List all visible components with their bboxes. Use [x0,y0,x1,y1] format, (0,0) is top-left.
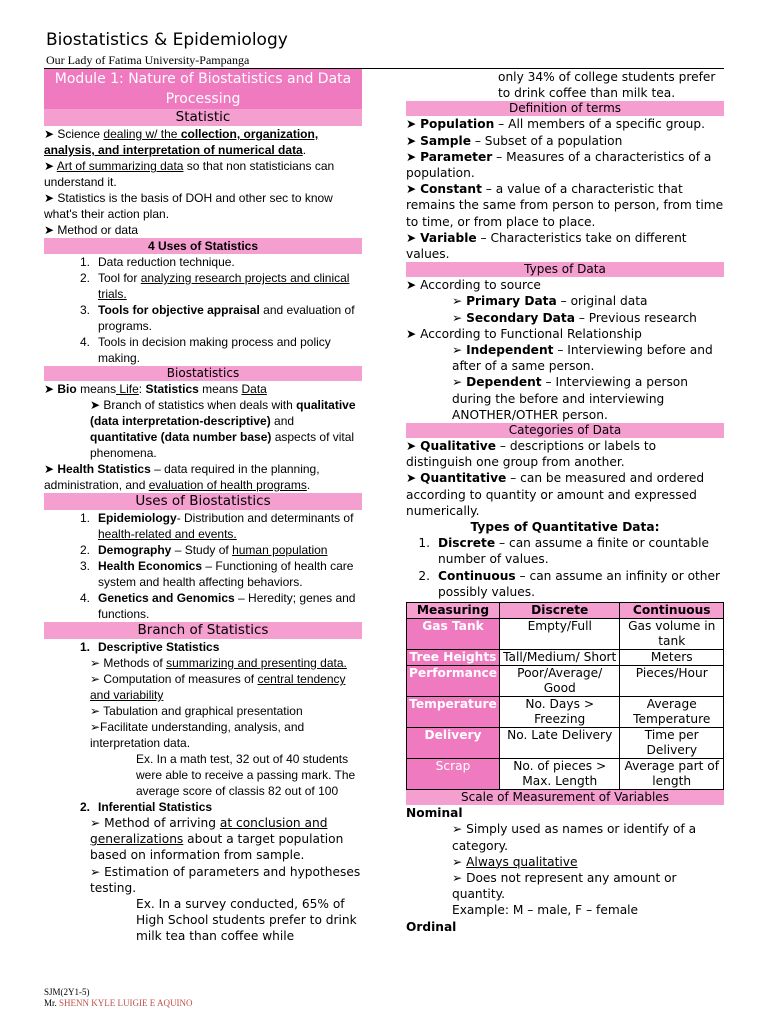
table-cell: Time per Delivery [620,728,724,759]
cat-quantitative: ➤ Quantitative – can be measured and ordered according to quantity or amount and expressed numerically. [406,471,705,518]
table-row [407,697,724,728]
table-cell: Average part of length [620,759,724,790]
measurement-table [406,602,724,790]
list-item: 4. Genetics and Genomics – Heredity; genes and functions. [79,591,356,621]
row-label: Performance [407,666,500,697]
type-independent: ➢ Independent – Interviewing before and after of a same person. [452,343,713,374]
list-item: 2. Inferential Statistics [79,800,213,814]
inferential-example-continued: only 34% of college students prefer to drink coffee than milk tea. [498,70,716,101]
table-cell: Pieces/Hour [620,666,724,697]
scale-nominal: Nominal [406,806,463,821]
section-heading-biostatistics: Biostatistics [44,366,362,381]
list-item: 1. Data reduction technique. [79,255,235,269]
table-row [407,728,724,759]
table-cell: Empty/Full [500,619,620,650]
section-heading-categories: Categories of Data [406,423,724,438]
section-heading-definitions: Definition of terms [406,101,724,116]
nominal-point: ➢ Simply used as names or identify of a category. [452,822,697,853]
nominal-point: ➢ Always qualitative [452,854,578,869]
row-label: Temperature [407,697,500,728]
scale-ordinal: Ordinal [406,919,457,934]
statistic-definition: ➤ Science dealing w/ the collection, organization, analysis, and interpretation of numerical data. [44,127,319,157]
document-title: Biostatistics & Epidemiology [46,30,288,50]
section-heading-types: Types of Data [406,262,724,277]
section-heading-uses: 4 Uses of Statistics [44,238,362,254]
descriptive-point: ➢ Tabulation and graphical presentation [90,704,303,718]
module-title: Module 1: Nature of Biostatistics and Data Processing [44,69,362,109]
statistic-art: ➤ Art of summarizing data so that non statisticians can understand it. [44,159,335,189]
table-cell: No. Days > Freezing [500,697,620,728]
left-column [44,69,362,945]
list-item: 1. Descriptive Statistics [79,640,220,654]
table-header-row [407,603,724,619]
list-item: 2. Tool for analyzing research projects and clinical trials. [79,271,350,301]
section-heading-branch: Branch of Statistics [44,622,362,639]
def-variable: ➤ Variable – Characteristics take on different values. [406,230,687,262]
section-heading-statistic: Statistic [44,109,362,126]
inferential-point: ➢ Method of arriving at conclusion and generalizations about a target population based on information from sample. [90,816,344,863]
footer-author: Mr. SHENN KYLE LUIGIE E AQUINO [44,998,193,1008]
table-row [407,650,724,666]
list-item: 1. Discrete – can assume a finite or countable number of values. [418,536,709,567]
descriptive-point: ➢Facilitate understanding, analysis, and interpretation data. [90,720,305,750]
list-item: 4. Tools in decision making process and policy making. [79,335,331,365]
list-item: 1. Epidemiology- Distribution and determinants of health-related and events. [79,511,354,541]
statistic-doh: ➤ Statistics is the basis of DOH and other sec to know what's their action plan. [44,191,333,221]
row-label: Gas Tank [407,619,500,650]
cat-qualitative: ➤ Qualitative – descriptions or labels to distinguish one group from another. [406,439,657,470]
bio-definition: ➤ Bio means Life: Statistics means Data [44,382,267,396]
table-cell: No. Late Delivery [500,728,620,759]
descriptive-point: ➢ Computation of measures of central tendency and variability [90,672,346,702]
def-parameter: ➤ Parameter – Measures of a characteristics of a population. [406,149,712,181]
nominal-example: Example: M – male, F – female [452,903,639,918]
table-cell: No. of pieces > Max. Length [500,759,620,790]
list-item: 3. Tools for objective appraisal and evaluation of programs. [79,303,355,333]
table-cell: Average Temperature [620,697,724,728]
table-cell: Poor/Average/ Good [500,666,620,697]
def-population: ➤ Population – All members of a specific group. [406,117,705,132]
right-column [406,69,724,935]
statistic-method: ➤ Method or data [44,223,139,237]
table-header: Measuring [407,603,500,619]
row-label: Tree Heights [407,650,500,666]
descriptive-example: Ex. In a math test, 32 out of 40 students were able to receive a passing mark. The average score of classis 82 out of 100 [136,752,356,798]
type-dependent: ➢ Dependent – Interviewing a person during the before and interviewing ANOTHER/OTHER person. [452,375,688,422]
row-label: Delivery [407,728,500,759]
list-item: 2. Continuous – can assume an infinity or other possibly values. [418,568,721,599]
descriptive-point: ➢ Methods of summarizing and presenting data. [90,656,347,670]
def-sample: ➤ Sample – Subset of a population [406,133,623,148]
types-source: ➤ According to source [406,278,541,293]
health-statistics: ➤ Health Statistics – data required in the planning, administration, and evaluation of health programs. [44,462,320,492]
quantitative-types-heading: Types of Quantitative Data: [470,520,660,535]
def-constant: ➤ Constant – a value of a characteristic that remains the same from person to person, from time to time, or from place to place. [406,182,724,229]
inferential-point: ➢ Estimation of parameters and hypotheses testing. [90,864,361,895]
table-row [407,666,724,697]
section-heading-uses-biostatistics: Uses of Biostatistics [44,493,362,510]
table-cell: Tall/Medium/ Short [500,650,620,666]
table-header: Continuous [620,603,724,619]
nominal-point: ➢ Does not represent any amount or quantity. [452,870,677,902]
list-item: 3. Health Economics – Functioning of health care system and health affecting behaviors. [79,559,354,589]
table-header: Discrete [500,603,620,619]
bio-branch: ➤ Branch of statistics when deals with qualitative (data interpretation-descriptive) and quantitative (data number base) aspects of vital phenomena. [90,398,356,460]
table-row [407,759,724,790]
type-secondary: ➢ Secondary Data – Previous research [452,310,697,325]
footer-code: SJM(2Y1-5) [44,987,90,997]
section-heading-scale: Scale of Measurement of Variables [406,790,724,805]
type-primary: ➢ Primary Data – original data [452,294,648,309]
inferential-example: Ex. In a survey conducted, 65% of High School students prefer to drink milk tea than coffee while [136,897,357,944]
table-row [407,619,724,650]
list-item: 2. Demography – Study of human population [79,543,328,557]
table-cell: Gas volume in tank [620,619,724,650]
table-cell: Meters [620,650,724,666]
school-name: Our Lady of Fatima University-Pampanga [46,53,250,67]
row-label: Scrap [407,759,500,790]
types-functional: ➤ According to Functional Relationship [406,326,642,341]
